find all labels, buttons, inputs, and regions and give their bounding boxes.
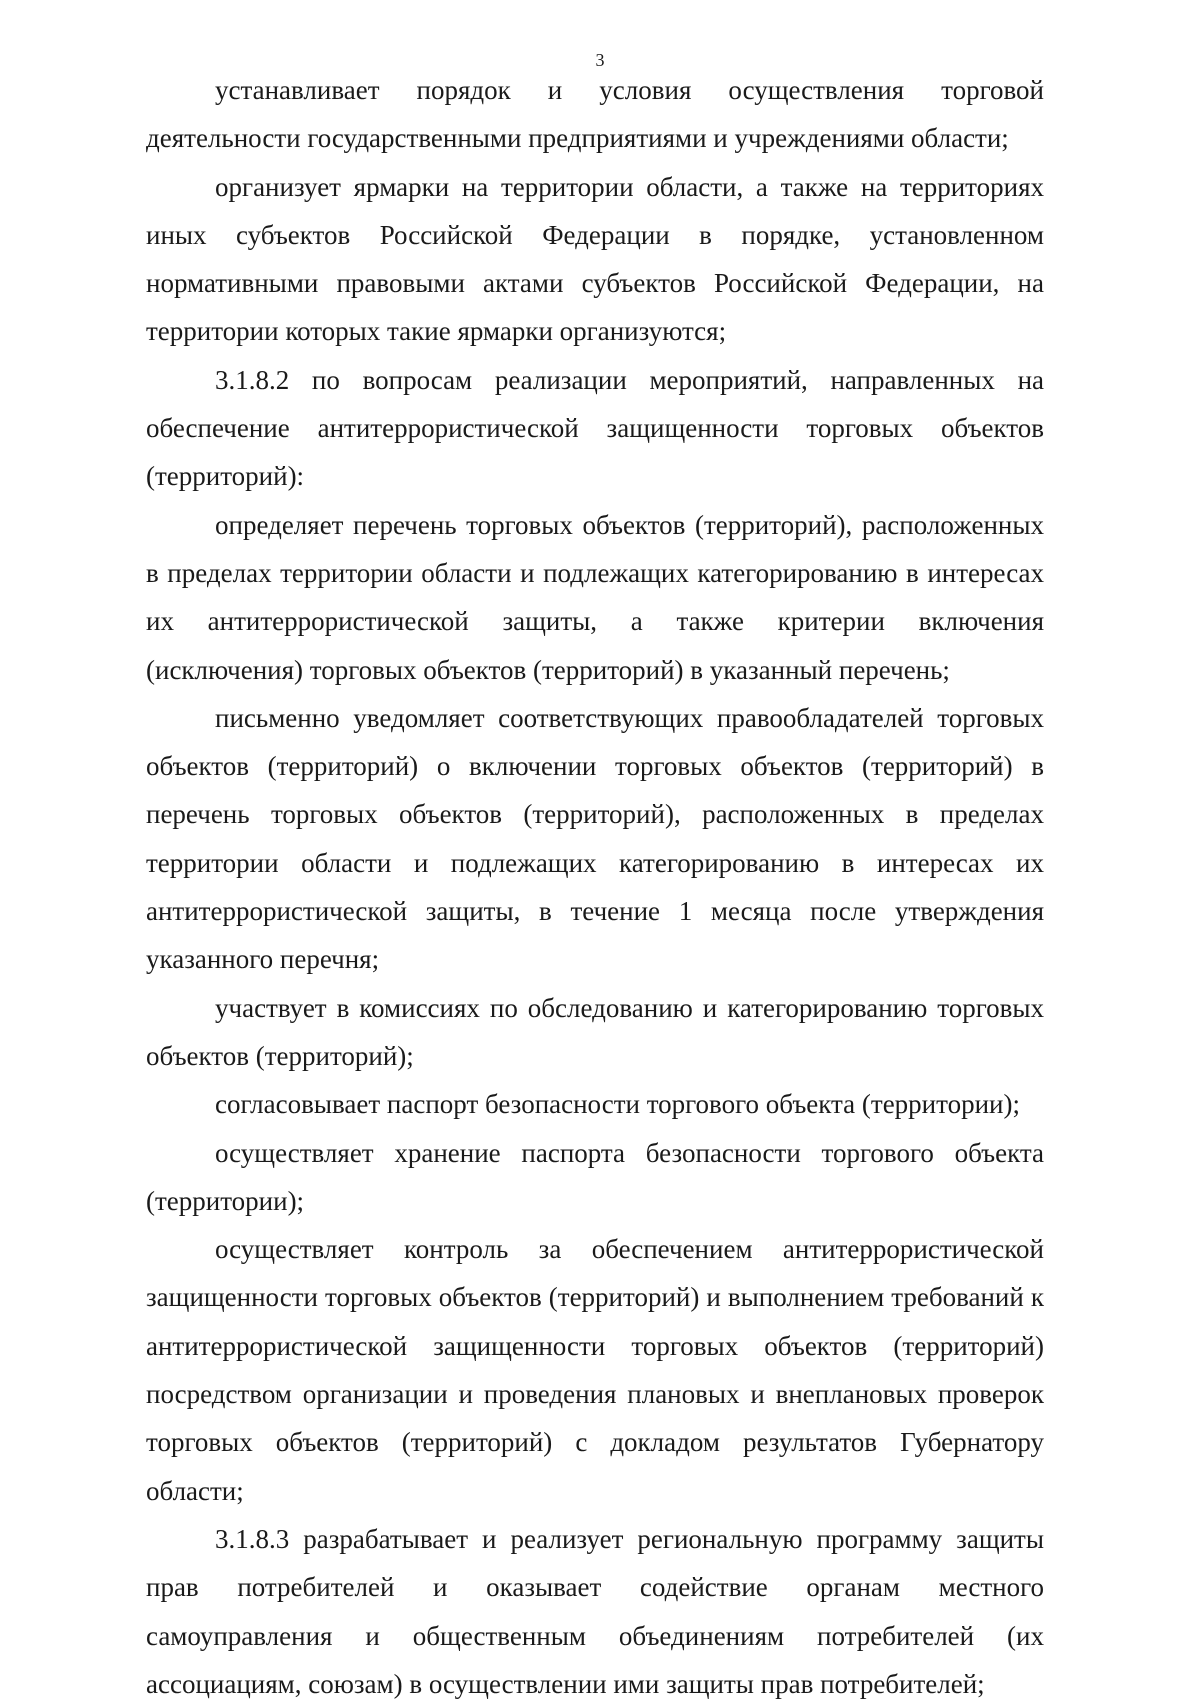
paragraph-list-definition: определяет перечень торговых объектов (территорий), расположенных в пределах территории области и подлежащих категорированию в интересах их антитеррористической защиты, а также критерии включения (исключения) торговых объектов (территорий) в указанный перечень; <box>146 509 1044 685</box>
paragraph-3-1-8-3: 3.1.8.3 разрабатывает и реализует региональную программу защиты прав потребителей и оказывает содействие органам местного самоуправления и общественным объединениям потребителей (их ассоциациям, союзам) в осуществлении ими защиты прав потребителей; <box>146 1523 1044 1699</box>
paragraph-notification: письменно уведомляет соответствующих правообладателей торговых объектов (территорий) о включении торговых объектов (территорий) в перечень торговых объектов (территорий), расположенных в пределах территории области и подлежащих категорированию в интересах их антитеррористической защиты, в течение 1 месяца после утверждения указанного перечня; <box>146 702 1044 975</box>
page-number: 3 <box>595 50 605 70</box>
paragraph-passport-approval: согласовывает паспорт безопасности торгового объекта (территории); <box>215 1089 1020 1120</box>
paragraph-passport-storage: осуществляет хранение паспорта безопасности торгового объекта (территории); <box>146 1137 1044 1216</box>
paragraph-fairs: организует ярмарки на территории области, а также на территориях иных субъектов Российской Федерации в порядке, установленном нормативными правовыми актами субъектов Российской Федерации, на территории которых такие ярмарки организуются; <box>146 171 1044 347</box>
paragraph-trade-order: устанавливает порядок и условия осуществления торговой деятельности государственными предприятиями и учреждениями области; <box>146 75 1044 154</box>
paragraph-3-1-8-2: 3.1.8.2 по вопросам реализации мероприятий, направленных на обеспечение антитеррористической защищенности торговых объектов (территорий): <box>146 364 1044 492</box>
paragraph-commissions: участвует в комиссиях по обследованию и категорированию торговых объектов (территорий); <box>146 992 1044 1071</box>
paragraph-control: осуществляет контроль за обеспечением антитеррористической защищенности торговых объектов (территорий) и выполнением требований к антитеррористической защищенности торговых объектов (территорий) посредством организации и проведения плановых и внеплановых проверок торговых объектов (территорий) с докладом результатов Губернатору области; <box>146 1234 1044 1506</box>
document-body <box>146 66 1044 1708</box>
